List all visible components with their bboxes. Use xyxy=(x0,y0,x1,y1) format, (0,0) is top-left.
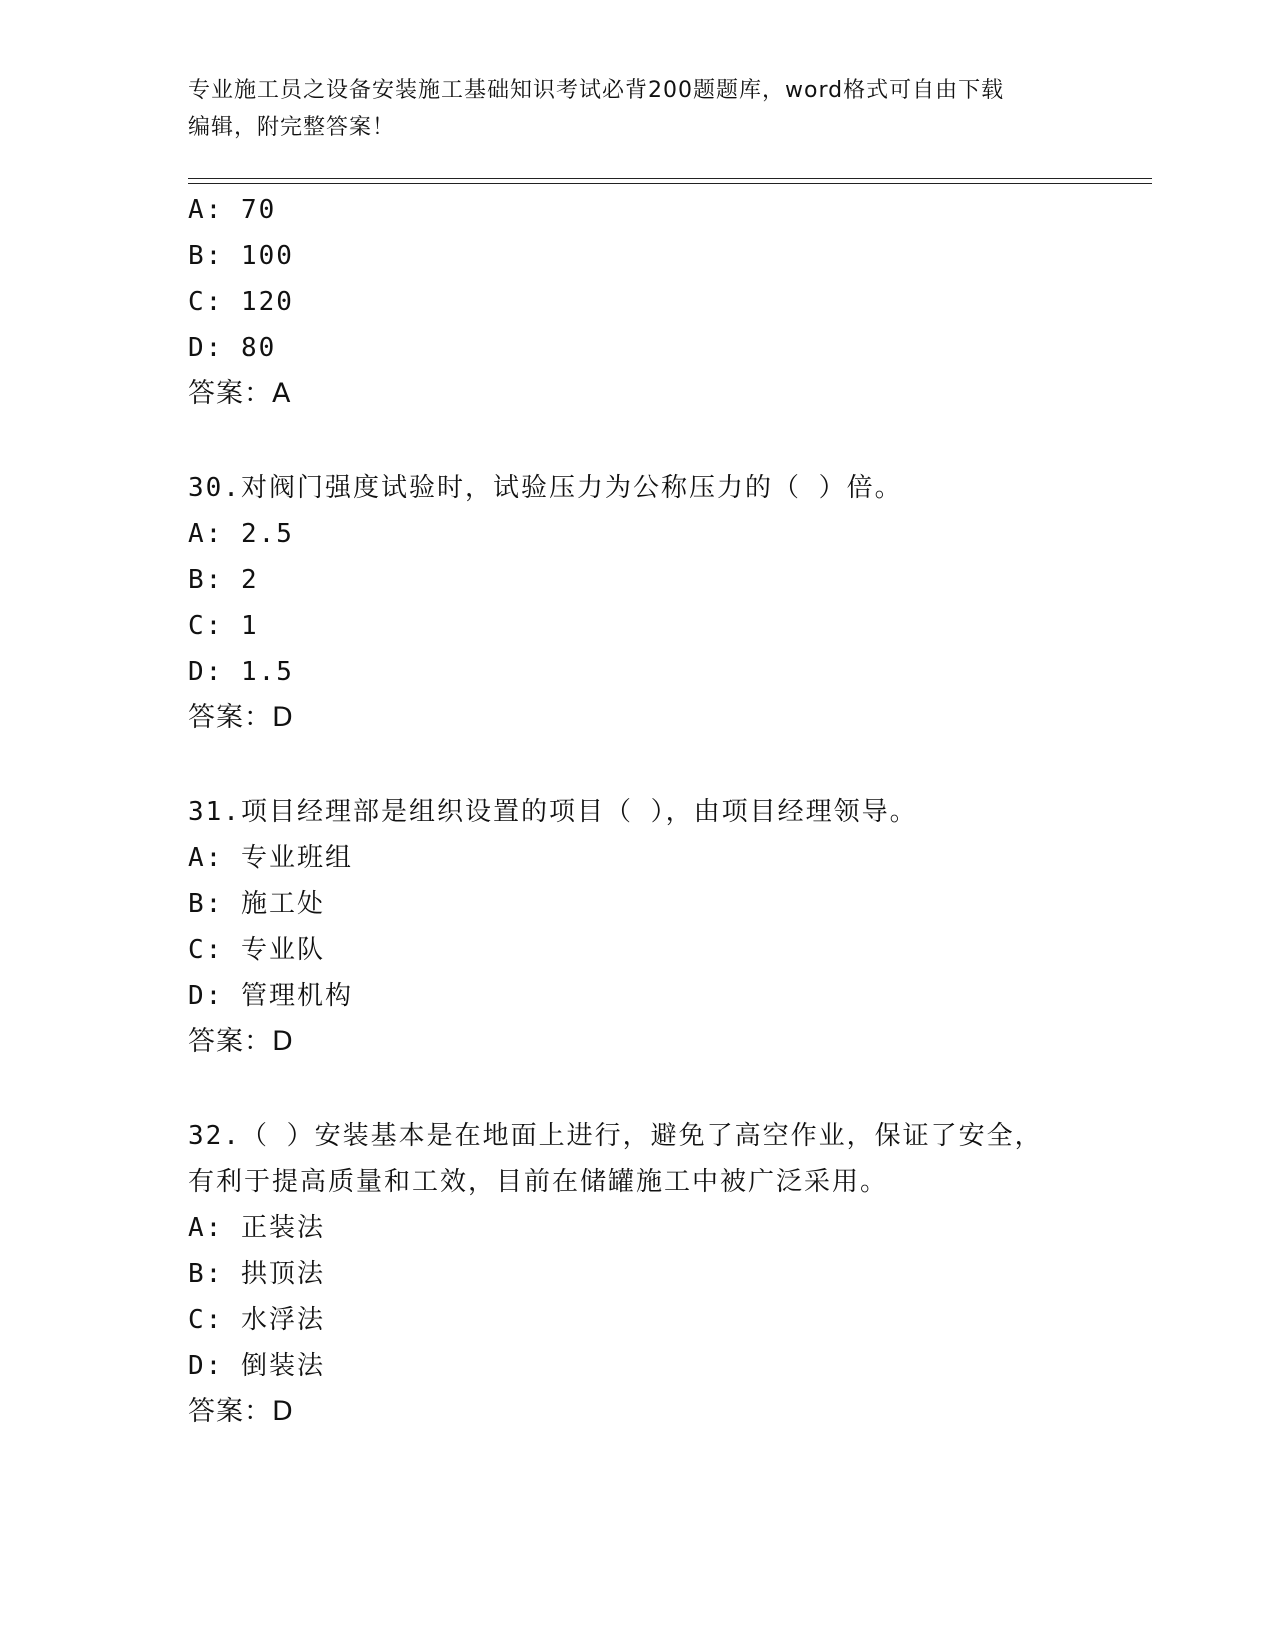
q32-answer: 答案：D xyxy=(188,1396,294,1427)
q32-stem-line-1: 32.（ ）安装基本是在地面上进行，避免了高空作业，保证了安全， xyxy=(188,1121,1043,1151)
q32-stem-line-2: 有利于提高质量和工效，目前在储罐施工中被广泛采用。 xyxy=(188,1167,889,1197)
prev-option-d: D: 80 xyxy=(188,333,277,363)
q30-stem: 30.对阀门强度试验时，试验压力为公称压力的（ ）倍。 xyxy=(188,473,903,503)
q30-option-d: D: 1.5 xyxy=(188,657,294,687)
q32-option-d: D: 倒装法 xyxy=(188,1351,325,1381)
document-header xyxy=(188,72,1088,146)
q32-option-c: C: 水浮法 xyxy=(188,1305,325,1335)
q32-option-a: A: 正装法 xyxy=(188,1213,325,1243)
header-divider-bottom xyxy=(188,183,1152,184)
q31-option-c: C: 专业队 xyxy=(188,935,325,965)
prev-option-c: C: 120 xyxy=(188,287,294,317)
q31-option-a: A: 专业班组 xyxy=(188,843,353,873)
q30-option-a: A: 2.5 xyxy=(188,519,294,549)
header-divider-top xyxy=(188,178,1152,179)
q30-option-c: C: 1 xyxy=(188,611,259,641)
q31-option-d: D: 管理机构 xyxy=(188,981,353,1011)
q31-stem: 31.项目经理部是组织设置的项目（ ），由项目经理领导。 xyxy=(188,797,918,827)
q30-answer: 答案：D xyxy=(188,702,294,733)
header-line-2: 编辑，附完整答案！ xyxy=(188,115,396,140)
header-line-1: 专业施工员之设备安装施工基础知识考试必背200题题库，word格式可自由下载 xyxy=(188,78,1005,103)
q31-option-b: B: 施工处 xyxy=(188,889,325,919)
q32-option-b: B: 拱顶法 xyxy=(188,1259,325,1289)
prev-option-b: B: 100 xyxy=(188,241,294,271)
q31-answer: 答案：D xyxy=(188,1026,294,1057)
prev-answer: 答案：A xyxy=(188,378,292,409)
prev-option-a: A: 70 xyxy=(188,195,277,225)
q30-option-b: B: 2 xyxy=(188,565,259,595)
